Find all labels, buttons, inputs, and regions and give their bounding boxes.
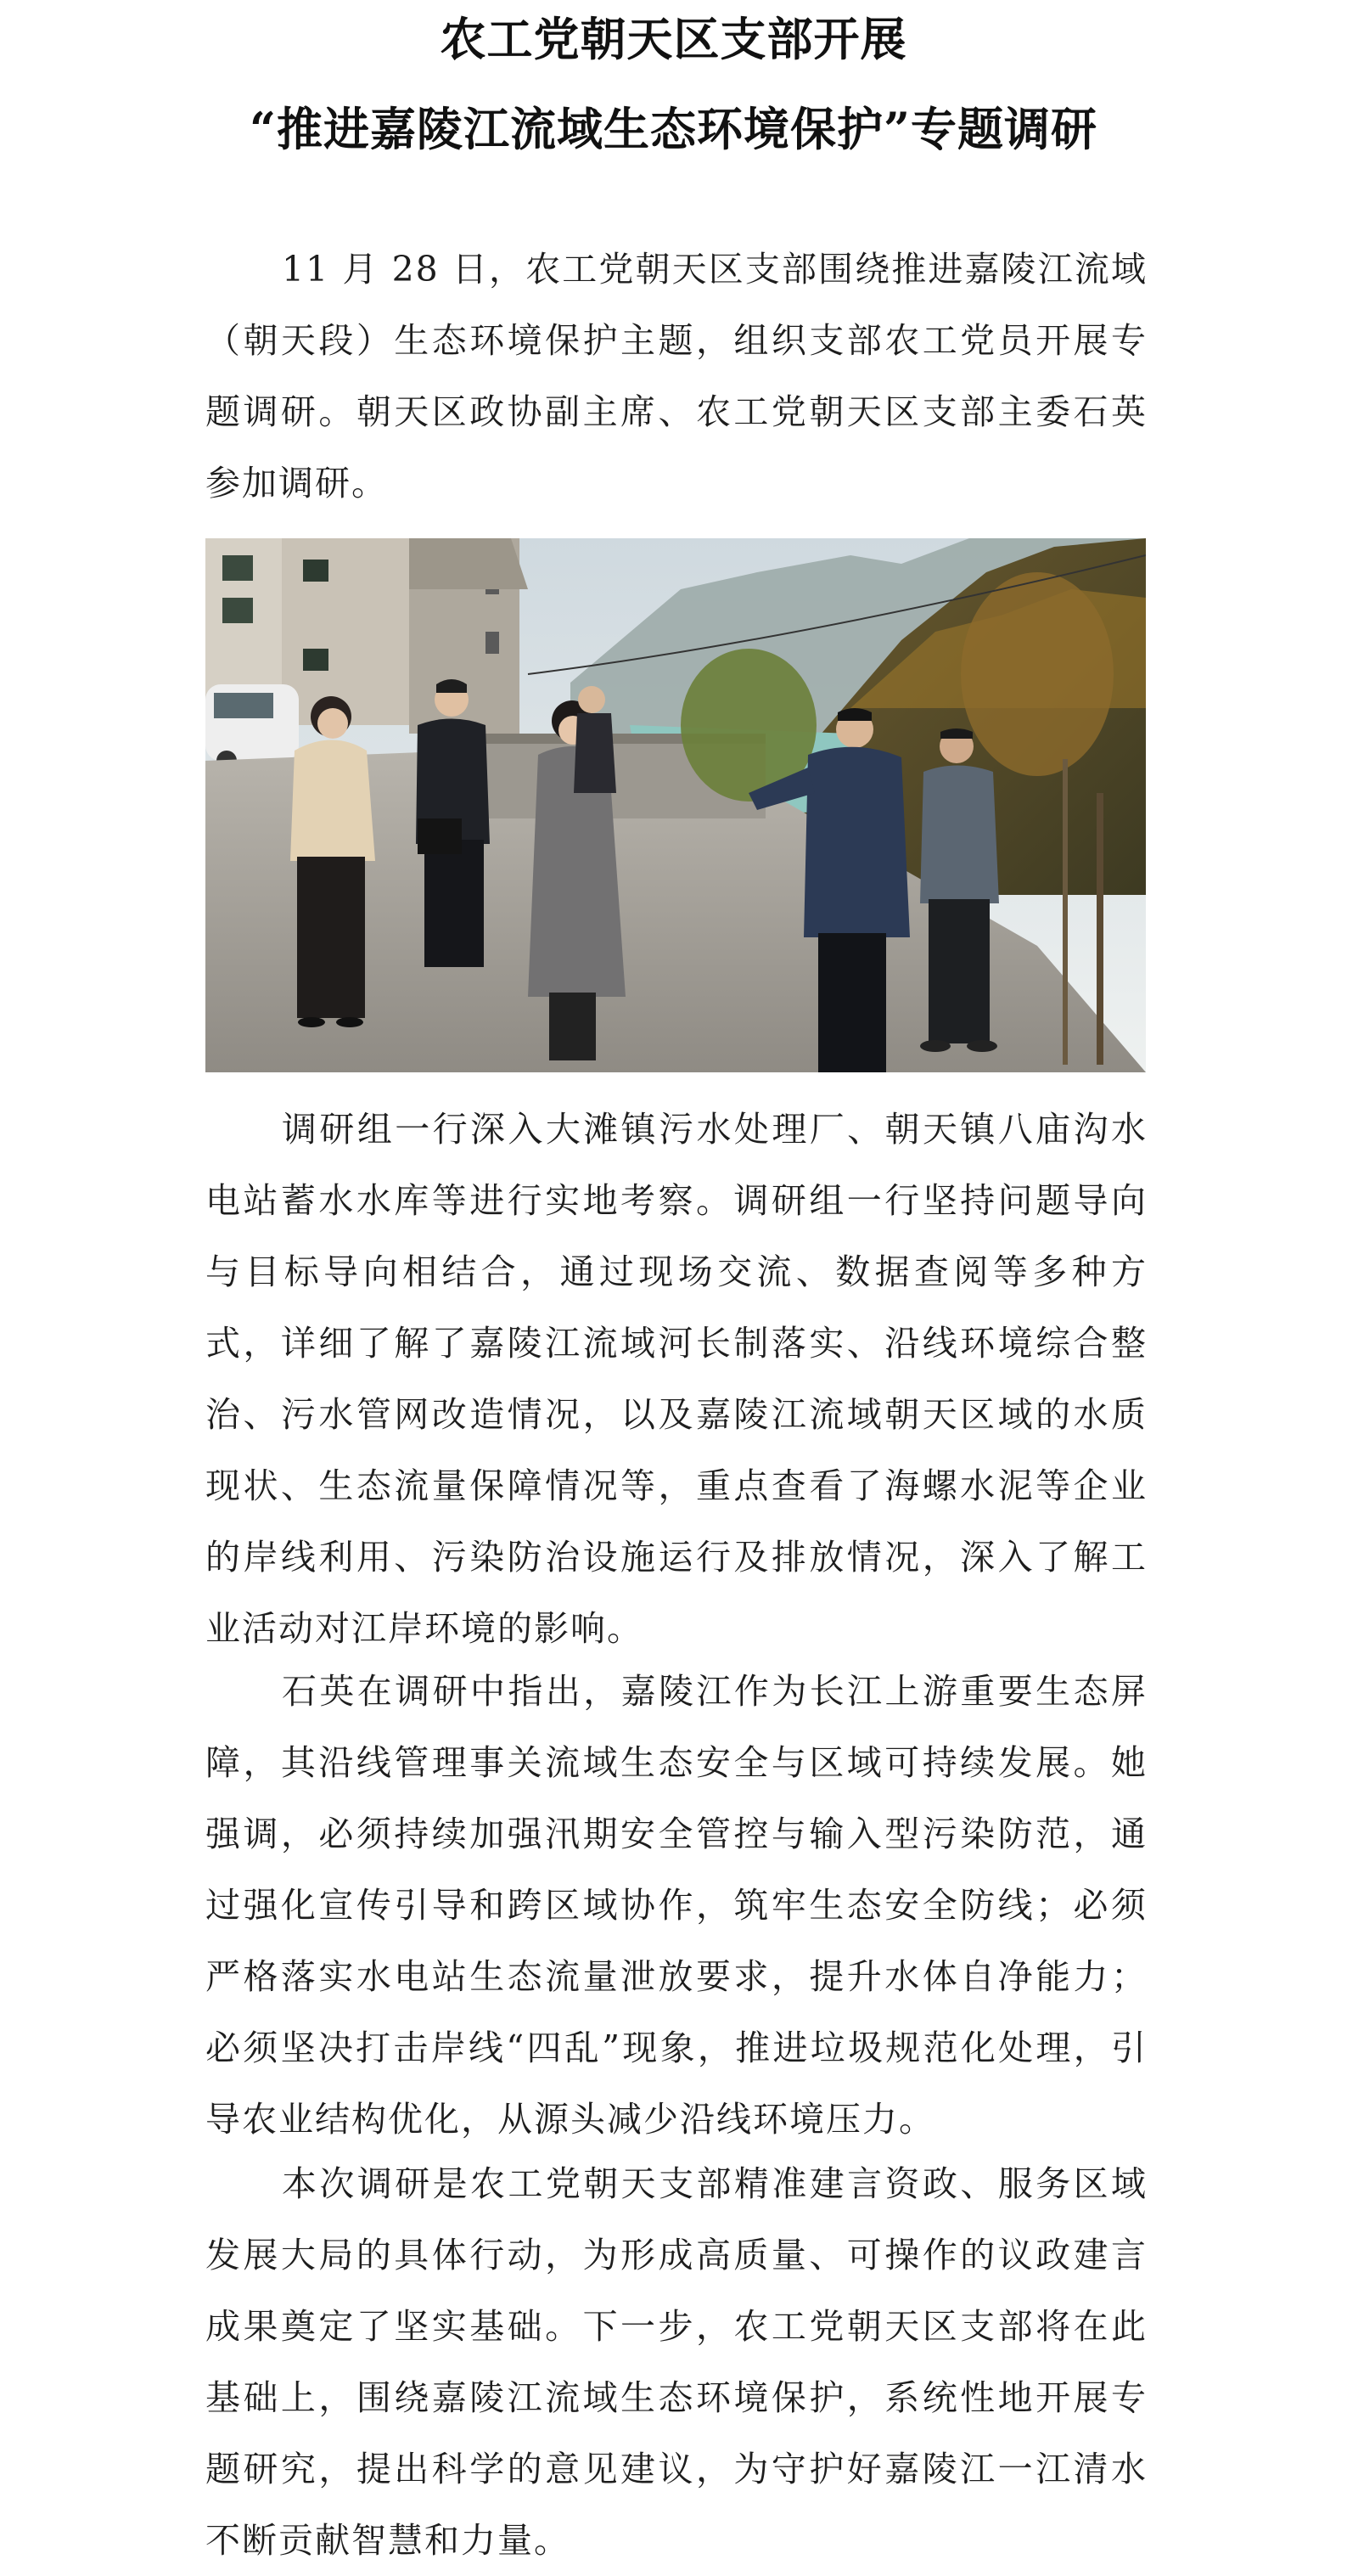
- article-photo: [205, 538, 1146, 1072]
- paragraph-1: 11 月 28 日，农工党朝天区支部围绕推进嘉陵江流域（朝天段）生态环境保护主题，组织支部农工党员开展专题调研。朝天区政协副主席、农工党朝天区支部主委石英参加调研。: [205, 249, 1148, 503]
- paragraph-4: 本次调研是农工党朝天支部精准建言资政、服务区域发展大局的具体行动，为形成高质量、可操作的议政建言成果奠定了坚实基础。下一步，农工党朝天区支部将在此基础上，围绕嘉陵江流域生态环境保护，系统性地开展专题研究，提出科学的意见建议，为守护好嘉陵江一江清水不断贡献智慧和力量。: [205, 2163, 1148, 2561]
- article-title-line2: “推进嘉陵江流域生态环境保护”专题调研: [249, 102, 1098, 156]
- article-title-line1: 农工党朝天区支部开展: [440, 12, 907, 66]
- paragraph-3: 石英在调研中指出，嘉陵江作为长江上游重要生态屏障，其沿线管理事关流域生态安全与区域可持续发展。她强调，必须持续加强汛期安全管控与输入型污染防范，通过强化宣传引导和跨区域协作，筑牢生态安全防线；必须严格落实水电站生态流量泄放要求，提升水体自净能力；必须坚决打击岸线“四乱”现象，推进垃圾规范化处理，引导农业结构优化，从源头减少沿线环境压力。: [205, 1671, 1148, 2140]
- paragraph-2: 调研组一行深入大滩镇污水处理厂、朝天镇八庙沟水电站蓄水水库等进行实地考察。调研组一行坚持问题导向与目标导向相结合，通过现场交流、数据查阅等多种方式，详细了解了嘉陵江流域河长制落实、沿线环境综合整治、污水管网改造情况，以及嘉陵江流域朝天区域的水质现状、生态流量保障情况等，重点查看了海螺水泥等企业的岸线利用、污染防治设施运行及排放情况，深入了解工业活动对江岸环境的影响。: [205, 1109, 1148, 1649]
